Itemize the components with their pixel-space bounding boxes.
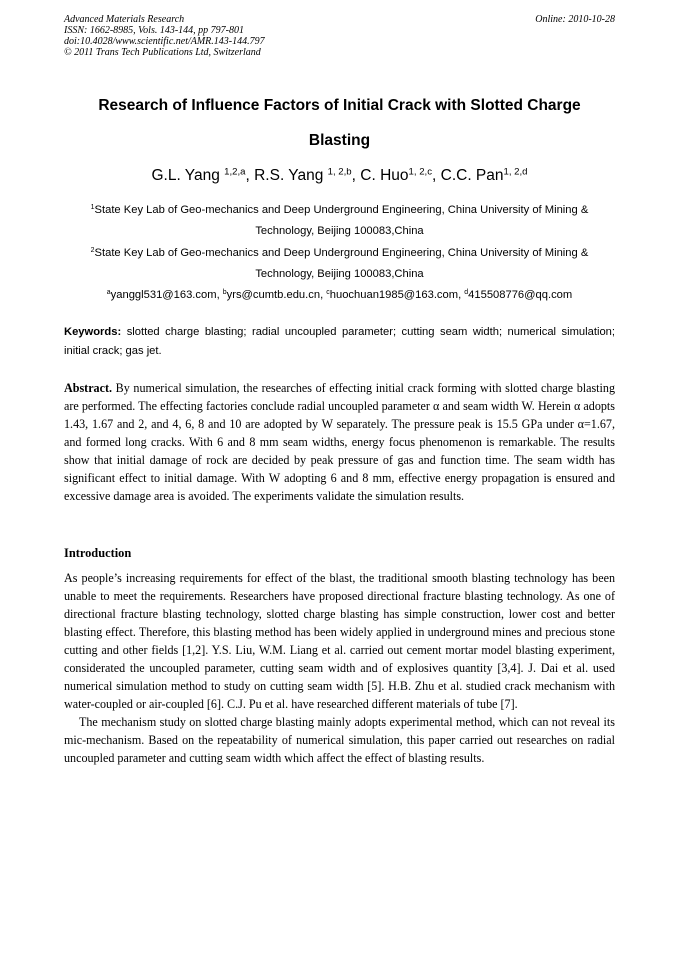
author-emails [64,285,615,305]
affiliation-mark: 1 [90,204,95,212]
keywords-text: slotted charge blasting; radial uncoupled parameter; cutting seam width; numerical simulation; initial crack; gas jet. [64,326,615,357]
author-affiliation-mark: 1, 2,b [327,166,352,178]
introduction-heading: Introduction [64,546,132,560]
abstract-text: By numerical simulation, the researches of effecting initial crack forming with slotted charge blasting are performed. The effecting factories conclude radial uncoupled parameter α and seam width W. Herein α adopts 1.43, 1.67 and 2, and 4, 6, 8 and 10 are adopted by W separately. The pressure peak is 15.5 GPa under α=1.67, and formed long cracks. With 6 and 8 mm seam widths, energy focus phenomenon is remarkable. The results show that initial damage of rock are decided by peak pressure of gas and function time. The seam width has significant effect to initial damage. With W adopting 6 and 8 mm, effective energy propagation is ensured and excessive damage area is avoided. The experiments validate the simulation results. [64,381,615,503]
journal-name: Advanced Materials Research [64,14,185,25]
email-address: yrs@cumtb.edu.cn [226,289,321,301]
email-mark: d [464,289,469,297]
author-affiliation-mark: 1, 2,d [503,166,528,178]
publication-info [64,14,615,58]
email-separator: , [320,289,327,301]
affiliation-mark: 2 [90,247,95,255]
keywords-section [64,323,615,361]
author-separator: , [432,167,441,184]
introduction-paragraph-2: The mechanism study on slotted charge blasting mainly adopts experimental method, which can not reveal its mic-mechanism. Based on the repeatability of numerical simulation, this paper carried out researches on radial uncoupled parameter and cutting seam width which affect the effect of blasting results. [64,715,615,765]
email-mark: b [222,289,227,297]
email-separator: , [216,289,223,301]
email-address: 415508776@qq.com [468,289,573,301]
paper-title [64,88,615,158]
abstract-label: Abstract. [64,381,113,395]
author-name: C.C. Pan [440,167,504,184]
email-separator: , [458,289,465,301]
email-address: yanggl531@163.com [110,289,217,301]
author-list [64,166,615,186]
online-date: Online: 2010-10-28 [535,14,615,25]
affiliation-2 [64,243,615,285]
email-mark: a [106,289,111,297]
affiliation-text: State Key Lab of Geo-mechanics and Deep Underground Engineering, China University of Mining & Technology, Beijing 100083,China [94,204,589,237]
keywords-label: Keywords: [64,326,122,338]
author-affiliation-mark: 1,2,a [224,166,246,178]
author-name: R.S. Yang [254,167,328,184]
introduction-body [64,569,615,767]
email-mark: c [326,289,330,297]
author-name: G.L. Yang [151,167,225,184]
affiliation-text: State Key Lab of Geo-mechanics and Deep Underground Engineering, China University of Mining & Technology, Beijing 100083,China [94,247,589,280]
publication-header [64,14,615,58]
author-name: C. Huo [360,167,409,184]
abstract-section [64,379,615,505]
author-separator: , [351,167,361,184]
doi-line: doi:10.4028/www.scientific.net/AMR.143-144.797 [64,36,265,47]
title-line-1: Research of Influence Factors of Initial Crack with Slotted Charge [98,97,581,114]
introduction-paragraph-1: As people’s increasing requirements for effect of the blast, the traditional smooth blasting technology has been unable to meet the requirements. Researchers have proposed directional fracture blasting technology. As one of directional fracture blasting technology, slotted charge blasting has simple construction, lower cost and better blasting effect. Therefore, this blasting method has been widely applied in underground mines and precious stone cutting and other fields [1,2]. Y.S. Liu, W.M. Liang et al. carried out cement mortar model blasting experiment, considerated the uncoupled parameter, cutting seam width and of explosives quantity [3,4]. J. Dai et al. used numerical simulation method to study on cutting seam width [5]. H.B. Zhu et al. studied crack mechanism with water-coupled or air-coupled [6]. C.J. Pu et al. have researched different materials of tube [7]. [64,571,615,711]
affiliation-1 [64,200,615,242]
issn-line: ISSN: 1662-8985, Vols. 143-144, pp 797-801 [64,25,244,36]
copyright-line: © 2011 Trans Tech Publications Ltd, Switzerland [64,47,261,58]
title-line-2: Blasting [308,132,371,149]
author-separator: , [245,167,255,184]
email-address: huochuan1985@163.com [329,289,459,301]
author-affiliation-mark: 1, 2,c [408,166,432,178]
